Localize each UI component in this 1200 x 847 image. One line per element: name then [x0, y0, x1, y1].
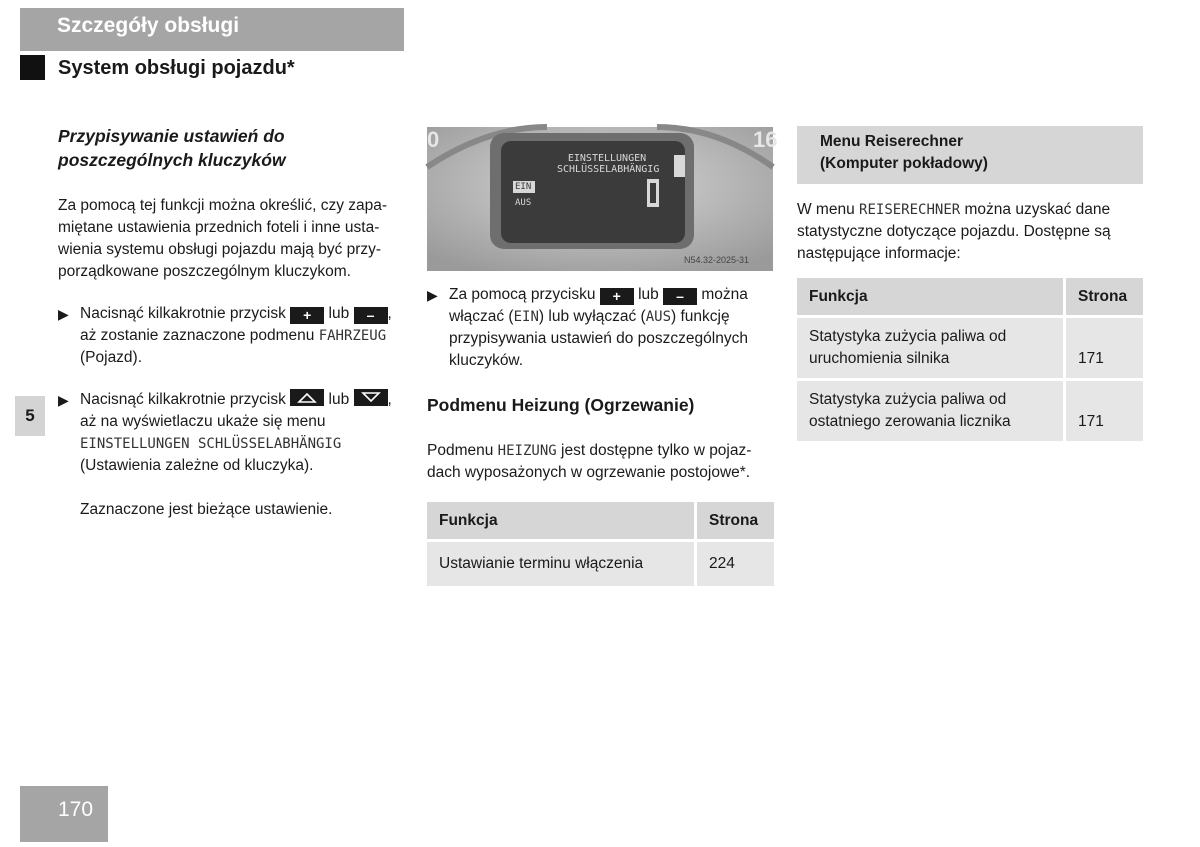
table-cell	[797, 315, 1066, 378]
step-text: Nacisnąć kilkakrotnie przycisk	[80, 305, 286, 322]
step-text: aż zostanie zaznaczone podmenu	[80, 327, 315, 344]
menu-info-box	[797, 126, 1143, 184]
table-row	[797, 378, 1143, 441]
bullet-arrow-icon: ▶	[58, 306, 69, 322]
arrow-down-key-icon	[354, 389, 388, 406]
intro-paragraph	[58, 195, 404, 283]
step-text: aż na wyświetlaczu ukaże się menu	[80, 413, 326, 430]
instrument-cluster-drawing	[427, 127, 773, 271]
step-text: ) funkcję	[671, 308, 730, 325]
chapter-tab: 5	[15, 396, 45, 436]
text: W menu	[797, 201, 855, 218]
table-row	[427, 539, 774, 586]
step-text: Za pomocą przycisku	[449, 286, 596, 303]
note-text: Zaznaczone jest bieżące ustawienie.	[80, 501, 333, 518]
bullet-arrow-icon: ▶	[58, 392, 69, 408]
step-2: ▶ Nacisnąć kilkakrotnie przycisk lub , aż na wyświetlaczu ukaże się menu EINSTELLUNGEN SCHLÜSSELABHÄNGIG (Ustawienia zależne od kluczyka).	[58, 389, 408, 477]
heizung-table	[427, 502, 774, 586]
reiserechner-paragraph	[797, 199, 1147, 265]
table-cell: 224	[697, 539, 774, 586]
text-line: wienia systemu obsługi pojazdu mają być przy-	[58, 241, 382, 258]
step-text: Nacisnąć kilkakrotnie przycisk	[80, 391, 286, 408]
section-header: Szczegóły obsługi	[20, 8, 404, 51]
section-marker	[20, 55, 45, 80]
display-option-selected: EIN	[515, 182, 532, 192]
or-text: lub	[328, 305, 350, 322]
text-line: porządkowane poszczególnym kluczykom.	[58, 263, 351, 280]
plus-key-icon: +	[600, 288, 634, 305]
or-text: lub	[328, 391, 350, 408]
cell-line: ostatniego zerowania licznika	[809, 413, 1011, 430]
box-line: Menu Reiserechner	[820, 133, 963, 150]
menu-name: EIN	[513, 309, 539, 325]
text-line: Za pomocą tej funkcji można określić, czy zapa-	[58, 197, 388, 214]
minus-key-icon: –	[663, 288, 697, 305]
page-number: 170	[20, 786, 108, 842]
cell-line: Statystyka zużycia paliwa od	[809, 391, 1007, 408]
table-cell: 171	[1066, 378, 1143, 441]
menu-name: REISERECHNER	[859, 202, 961, 218]
text: Podmenu	[427, 442, 494, 459]
figure-code: N54.32-2025-31	[684, 255, 750, 265]
bullet-arrow-icon: ▶	[427, 287, 438, 303]
cell-line: uruchomienia silnika	[809, 350, 950, 367]
table-cell	[797, 378, 1066, 441]
display-line: SCHLÜSSELABHÄNGIG	[557, 164, 660, 175]
table-header-row	[797, 278, 1143, 315]
step-text: (Pojazd).	[80, 349, 143, 366]
column-header: Strona	[1066, 278, 1143, 315]
arrow-up-key-icon	[290, 389, 324, 406]
table-cell: 171	[1066, 315, 1143, 378]
menu-name: FAHRZEUG	[318, 328, 387, 344]
gauge-label: 16	[753, 127, 778, 152]
text-line: statystyczne dotyczące pojazdu. Dostępne są	[797, 223, 1111, 240]
table-header-row	[427, 502, 774, 539]
text-line: następujące informacje:	[797, 245, 961, 262]
subsection-title-line: Przypisywanie ustawień do	[58, 126, 285, 146]
heizung-paragraph	[427, 440, 777, 484]
text-line: dach wyposażonych w ogrzewanie postojowe*.	[427, 464, 751, 481]
box-line: (Komputer pokładowy)	[820, 155, 988, 172]
step-text: kluczyków.	[449, 352, 524, 369]
middle-step	[427, 284, 777, 372]
step-1: ▶ Nacisnąć kilkakrotnie przycisk + lub – , aż zostanie zaznaczone podmenu FAHRZEUG (Pojazd).	[58, 303, 408, 369]
step-text: przypisywania ustawień do poszczególnych	[449, 330, 748, 347]
reiserechner-table	[797, 278, 1143, 441]
text-line: miętane ustawienia przednich foteli i inne usta-	[58, 219, 380, 236]
or-text: lub	[638, 286, 659, 303]
menu-name: AUS	[645, 309, 672, 325]
column-header: Funkcja	[427, 502, 697, 539]
display-option: AUS	[515, 198, 532, 208]
text: można uzyskać dane	[964, 201, 1111, 218]
table-cell: Ustawianie terminu włączenia	[427, 539, 697, 586]
cell-line: Statystyka zużycia paliwa od	[809, 328, 1007, 345]
text: jest dostępne tylko w pojaz-	[561, 442, 752, 459]
step-text: (Ustawienia zależne od kluczyka).	[80, 457, 314, 474]
table-row	[797, 315, 1143, 378]
plus-key-icon: +	[290, 307, 324, 324]
step-text: włączać (	[449, 308, 514, 325]
minus-key-icon: –	[354, 307, 388, 324]
display-line: EINSTELLUNGEN	[567, 153, 647, 164]
column-header: Funkcja	[797, 278, 1066, 315]
menu-name: EINSTELLUNGEN SCHLÜSSELABHÄNGIG	[80, 436, 342, 452]
menu-name: HEIZUNG	[497, 443, 557, 459]
display-heading	[557, 153, 660, 175]
page-title: System obsługi pojazdu*	[58, 57, 295, 79]
section-heading: Podmenu Heizung (Ogrzewanie)	[427, 395, 695, 415]
step-text: ) lub wyłączać (	[538, 308, 646, 325]
column-header: Strona	[697, 502, 774, 539]
step-text: można	[701, 286, 748, 303]
gauge-label: 0	[427, 127, 440, 152]
subsection-title	[58, 124, 398, 172]
subsection-title-line: poszczególnych kluczyków	[58, 150, 286, 170]
instrument-cluster-figure	[427, 127, 778, 271]
